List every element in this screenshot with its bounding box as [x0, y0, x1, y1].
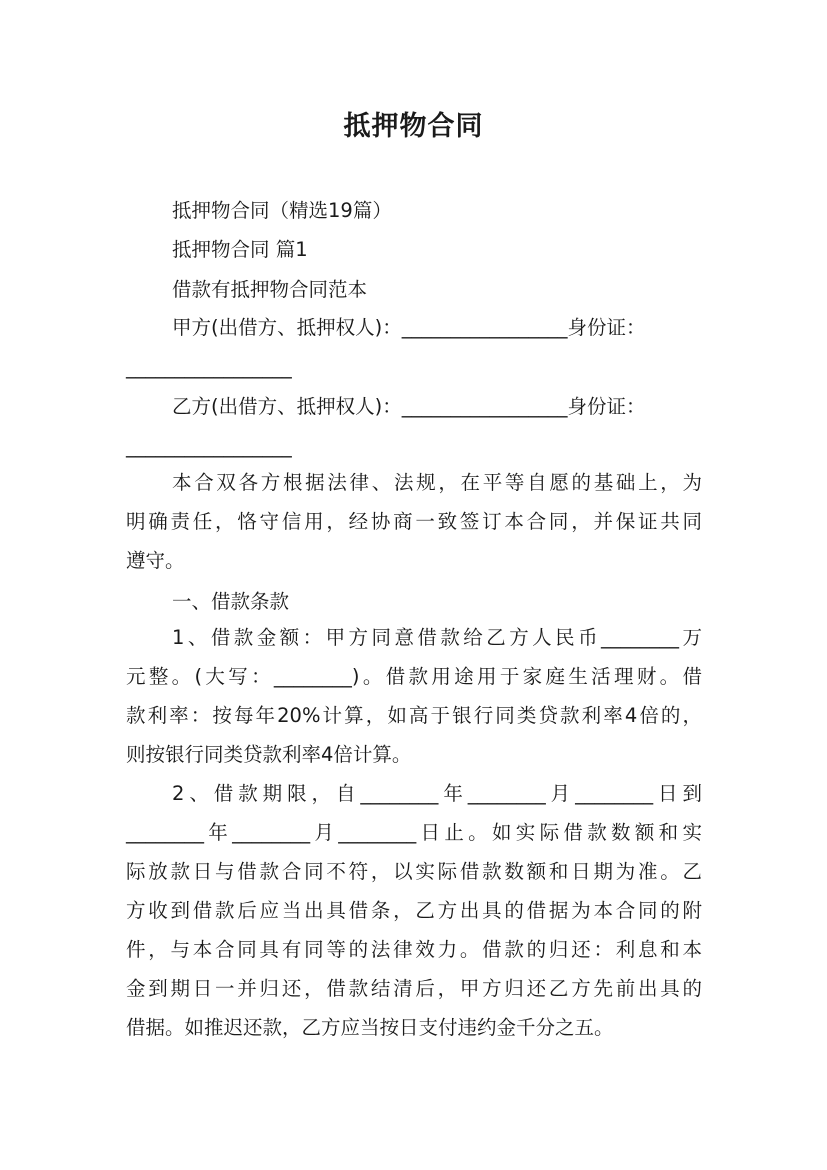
paragraph-line: 本合双各方根据法律、法规，在平等自愿的基础上，为: [172, 471, 702, 494]
paragraph-line: 借款有抵押物合同范本: [172, 278, 368, 301]
paragraph-line: 元整。(大写：________)。借款用途用于家庭生活理财。借: [126, 665, 702, 688]
blank-line: _________________: [126, 356, 292, 379]
section-heading: 抵押物合同 篇1: [172, 238, 308, 261]
paragraph-line: 遵守。: [126, 549, 185, 572]
paragraph-line: 则按银行同类贷款利率4倍计算。: [126, 743, 412, 766]
paragraph-line: 金到期日一并归还，借款结清后，甲方归还乙方先前出具的: [126, 977, 702, 1000]
paragraph-line: 款利率：按每年20%计算，如高于银行同类贷款利率4倍的，: [126, 704, 702, 727]
paragraph-line: 际放款日与借款合同不符，以实际借款数额和日期为准。乙: [126, 860, 702, 883]
paragraph-line: 明确责任，恪守信用，经协商一致签订本合同，并保证共同: [126, 510, 702, 533]
clause-heading: 一、借款条款: [172, 590, 290, 613]
party-a-line: 甲方(出借方、抵押权人)：_________________身份证：: [172, 316, 646, 339]
document-title: 抵押物合同: [343, 111, 484, 142]
paragraph-line: 2、借款期限，自________年________月________日到: [172, 782, 702, 805]
blank-line: _________________: [126, 435, 292, 458]
paragraph-line: 1、借款金额：甲方同意借款给乙方人民币________万: [172, 626, 702, 649]
paragraph-line: 方收到借款后应当出具借条，乙方出具的借据为本合同的附: [126, 899, 702, 922]
party-b-line: 乙方(出借方、抵押权人)：_________________身份证：: [172, 395, 646, 418]
subtitle-line: 抵押物合同（精选19篇）: [172, 199, 392, 222]
paragraph-line: 借据。如推迟还款，乙方应当按日支付违约金千分之五。: [126, 1016, 614, 1039]
paragraph-line: 件，与本合同具有同等的法律效力。借款的归还：利息和本: [126, 938, 702, 961]
paragraph-line: ________年________月________日止。如实际借款数额和实: [126, 821, 702, 844]
